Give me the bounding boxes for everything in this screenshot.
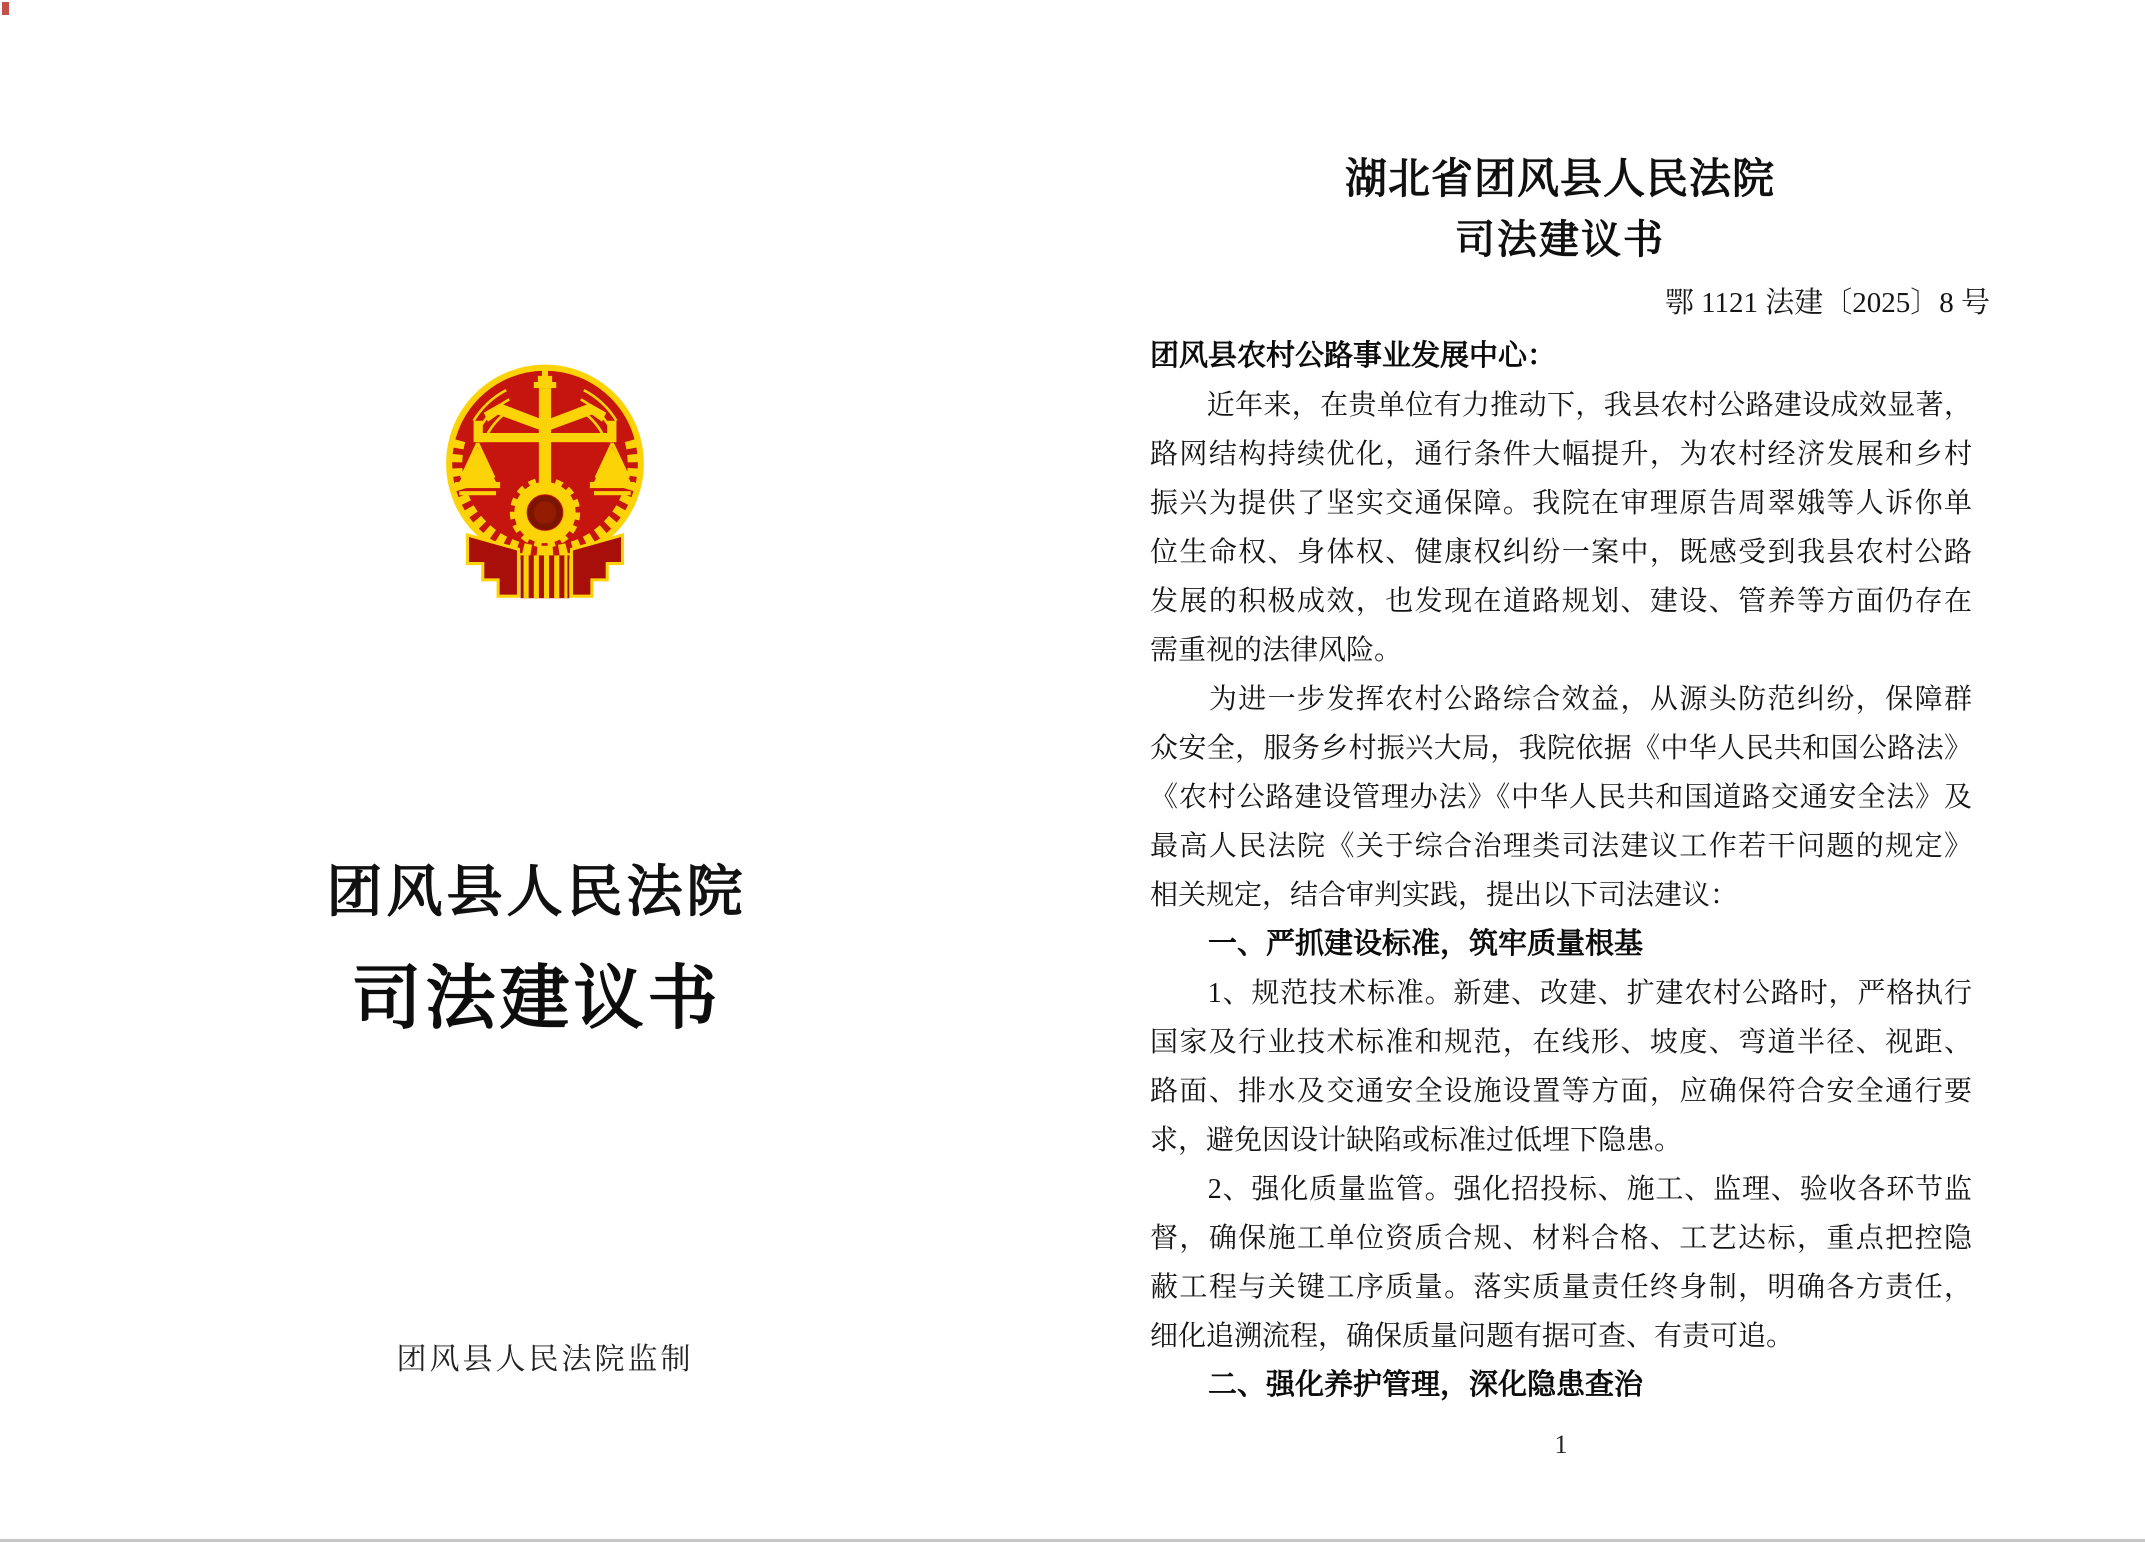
body-line: 发展的积极成效，也发现在道路规划、建设、管养等方面仍存在 (1150, 586, 1972, 617)
body-line: 为进一步发挥农村公路综合效益，从源头防范纠纷，保障群 (1150, 684, 1972, 715)
body-line: 求，避免因设计缺陷或标准过低埋下隐患。 (1150, 1125, 1683, 1156)
body-text (1150, 332, 1972, 1410)
body-line: 需重视的法律风险。 (1150, 635, 1403, 666)
body-line: 督，确保施工单位资质合规、材料合格、工艺达标，重点把控隐 (1150, 1223, 1972, 1254)
body-line: 位生命权、身体权、健康权纠纷一案中，既感受到我县农村公路 (1150, 537, 1972, 568)
header-doc-type: 司法建议书 (1455, 217, 1665, 262)
body-line: 最高人民法院《关于综合治理类司法建议工作若干问题的规定》 (1150, 831, 1972, 862)
body-line: 蔽工程与关键工序质量。落实质量责任终身制，明确各方责任， (1150, 1272, 1972, 1303)
body-line: 细化追溯流程，确保质量问题有据可查、有责可追。 (1150, 1321, 1795, 1352)
body-line: 1、规范技术标准。新建、改建、扩建农村公路时，严格执行 (1150, 978, 1972, 1009)
body-line: 《农村公路建设管理办法》《中华人民共和国道路交通安全法》及 (1150, 782, 1972, 813)
addressee: 团风县农村公路事业发展中心： (1150, 340, 1557, 372)
body-heading-line: 二、强化养护管理，深化隐患查治 (1150, 1369, 1644, 1401)
document-number: 鄂 1121 法建〔2025〕8 号 (1664, 287, 1990, 319)
body-heading-line: 一、严抓建设标准，筑牢质量根基 (1150, 928, 1644, 960)
cover-footer: 团风县人民法院监制 (396, 1343, 694, 1376)
content-page (1073, 0, 2145, 1542)
body-line: 路面、排水及交通安全设施设置等方面，应确保符合安全通行要 (1150, 1076, 1972, 1107)
body-line: 振兴为提供了坚实交通保障。我院在审理原告周翠娥等人诉你单 (1150, 488, 1972, 519)
cover-doc-type: 司法建议书 (351, 961, 722, 1038)
body-line: 近年来，在贵单位有力推动下，我县农村公路建设成效显著， (1150, 390, 1972, 421)
header-court-name: 湖北省团风县人民法院 (1344, 157, 1775, 203)
court-emblem-icon (443, 358, 647, 610)
page-number: 1 (1554, 1430, 1568, 1459)
body-line: 众安全，服务乡村振兴大局，我院依据《中华人民共和国公路法》 (1150, 733, 1972, 764)
body-line: 相关规定，结合审判实践，提出以下司法建议： (1150, 880, 1739, 911)
body-line: 国家及行业技术标准和规范，在线形、坡度、弯道半径、视距、 (1150, 1027, 1972, 1058)
body-line: 路网结构持续优化，通行条件大幅提升，为农村经济发展和乡村 (1150, 439, 1972, 470)
cover-court-name: 团风县人民法院 (326, 862, 747, 924)
body-line: 2、强化质量监管。强化招投标、施工、监理、验收各环节监 (1150, 1174, 1972, 1205)
